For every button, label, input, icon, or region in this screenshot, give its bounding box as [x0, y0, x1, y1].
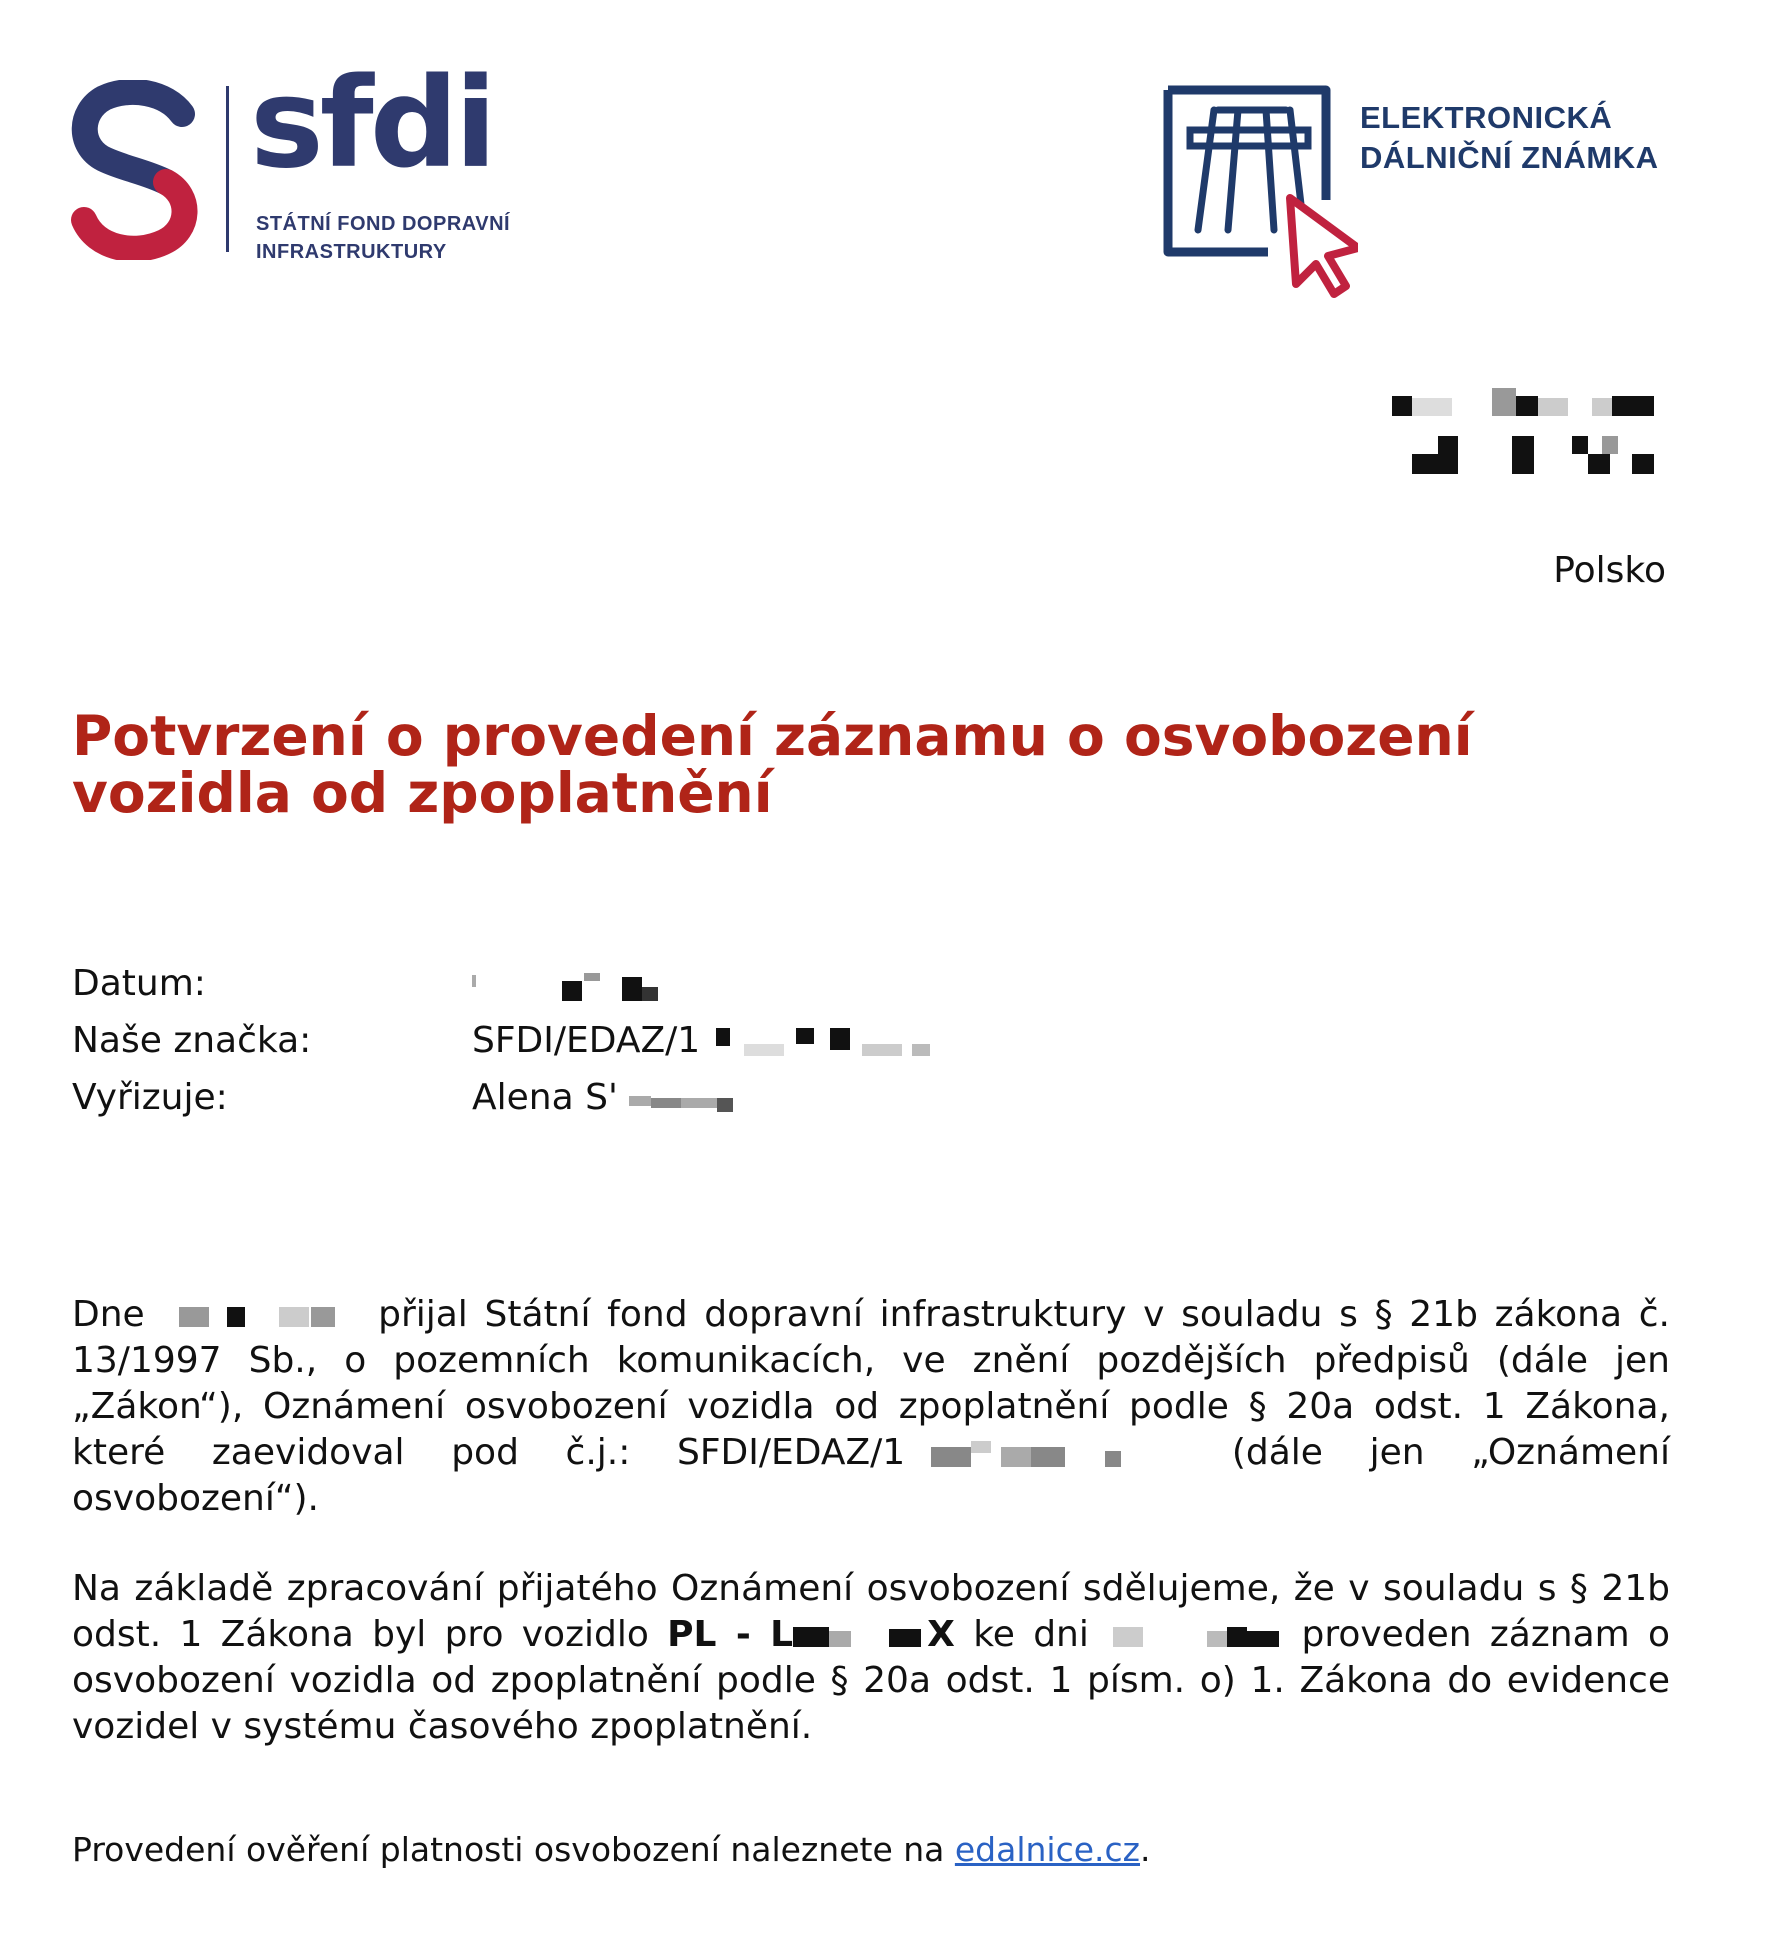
- redacted-ref: [712, 1022, 952, 1062]
- handler-label: Vyřizuje:: [72, 1077, 228, 1118]
- sfdi-logo: [70, 52, 540, 263]
- p1-text-start: Dne: [72, 1294, 145, 1335]
- handler-value-text: Alena S': [472, 1077, 618, 1118]
- p1-text-main: přijal Státní fond dopravní infrastruktury v souladu s § 21b zákona č. 13/1997 Sb., o pozemních komunikacích, ve znění pozdějších předpisů (dále jen „Zákon“), Oznámení osvobození vozidla od zpoplatnění podle § 20a odst. 1 Zákona, které zaevidoval pod č.j.: SFDI/EDAZ/1: [72, 1294, 1670, 1473]
- redacted-handler: [629, 1084, 739, 1114]
- plate-part-a: PL - L: [667, 1614, 794, 1655]
- highway-cursor-icon: [1158, 80, 1358, 300]
- redacted-case-number: [905, 1439, 1185, 1469]
- redacted-address-line2: [1412, 436, 1654, 478]
- redacted-address-line1: [1392, 396, 1654, 416]
- p2-text-start: Na základě zpracování přijatého Oznámení osvobození sdělujeme, že v souladu s § 21b odst. 1 Zákona byl pro vozidlo: [72, 1568, 1670, 1655]
- p1-text-end: (dále jen „Oznámení osvobození“).: [72, 1432, 1670, 1519]
- document-title: Potvrzení o provedení záznamu o osvobození vozidla od zpoplatnění: [72, 704, 1473, 825]
- recipient-country: Polsko: [1553, 550, 1666, 591]
- edz-line1: ELEKTRONICKÁ: [1360, 100, 1613, 135]
- ref-label: Naše značka:: [72, 1020, 312, 1061]
- footer-end: .: [1140, 1830, 1151, 1869]
- edz-logo: [1158, 80, 1678, 300]
- plate-part-b: X: [927, 1614, 955, 1655]
- edalnice-link[interactable]: edalnice.cz: [954, 1830, 1141, 1869]
- p2-text-end: proveden záznam o osvobození vozidla od zpoplatnění podle § 20a odst. 1 písm. o) 1. Zákona do evidence vozidel v systému časového zpoplatnění.: [72, 1614, 1671, 1747]
- paragraph-record: [72, 1566, 1670, 1750]
- handler-value: [472, 1069, 739, 1126]
- redacted-plate: [793, 1621, 927, 1651]
- redacted-record-date: [1107, 1621, 1283, 1651]
- sfdi-divider: [226, 86, 229, 252]
- footer-note: [72, 1830, 1151, 1869]
- sfdi-subtitle: [256, 210, 510, 266]
- ref-value-text: SFDI/EDAZ/1: [472, 1020, 701, 1061]
- vehicle-plate: [667, 1614, 955, 1655]
- date-label: Datum:: [72, 963, 206, 1004]
- sfdi-wordmark: sfdi: [250, 52, 494, 196]
- redacted-date: [472, 967, 682, 1003]
- sfdi-subtitle-line1: STÁTNÍ FOND DOPRAVNÍ: [256, 213, 511, 235]
- paragraph-receipt: [72, 1292, 1670, 1522]
- redacted-receipt-date: [161, 1301, 361, 1331]
- footer-text: Provedení ověření platnosti osvobození naleznete na: [72, 1830, 945, 1869]
- edz-wordmark: [1360, 98, 1659, 178]
- ref-value: [472, 1012, 952, 1069]
- edz-line2: DÁLNIČNÍ ZNÁMKA: [1360, 140, 1659, 175]
- sfdi-subtitle-line2: INFRASTRUKTURY: [256, 241, 447, 263]
- p2-text-mid: ke dni: [973, 1614, 1089, 1655]
- sfdi-s-emblem-icon: [70, 80, 210, 260]
